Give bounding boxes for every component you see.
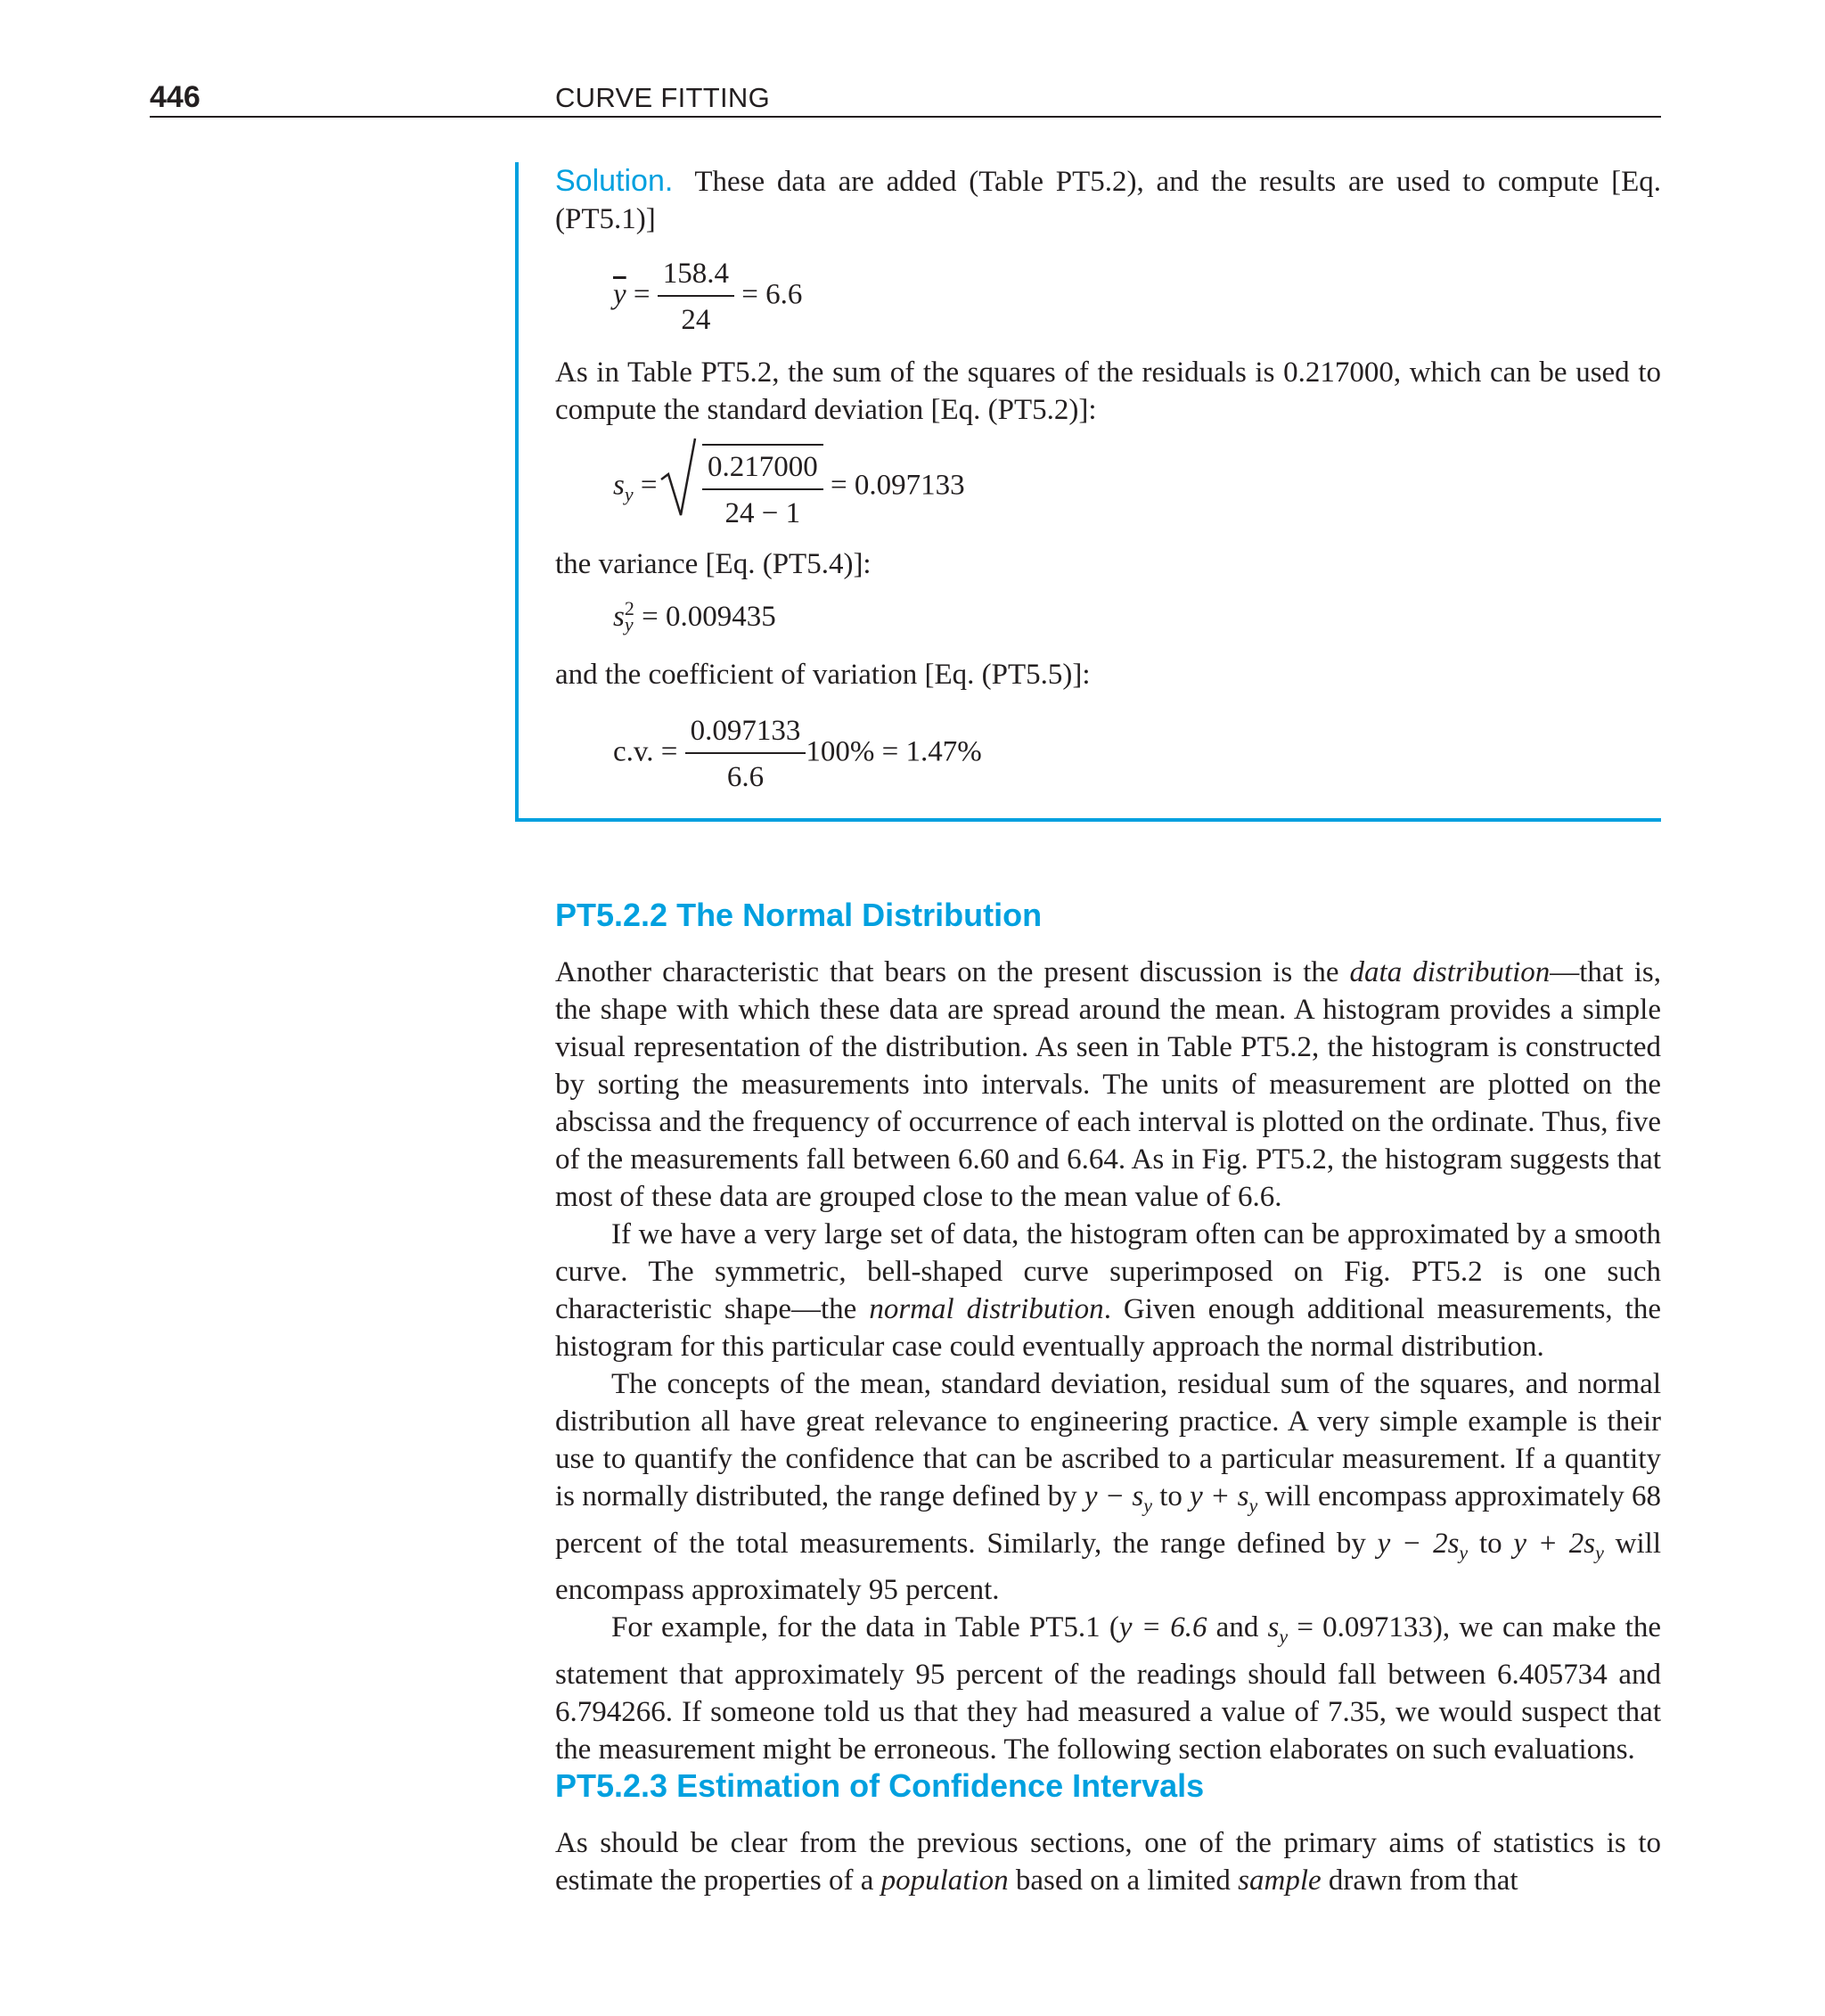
residual-text: As in Table PT5.2, the sum of the squares of the residuals is 0.217000, which can be used to compute the standard deviation [Eq. (PT5.2)]: xyxy=(555,356,1661,426)
eq-mean-lhs: $\overline{y}$ xyxy=(613,278,626,311)
s222-p4-a: For example, for the data in Table PT5.1 ( xyxy=(611,1611,1119,1644)
section-title-normal-distribution: PT5.2.2 The Normal Distribution xyxy=(555,897,1043,933)
eq-mean-rhs: = 6.6 xyxy=(741,278,803,311)
eq-sd-rhs: = 0.097133 xyxy=(830,469,965,502)
s222-p3-b: will encompass approximately 68 percent of the total measurements. Similarly, the range defined by xyxy=(555,1480,1661,1560)
solution-label: Solution. xyxy=(555,164,674,198)
example-bottom-border xyxy=(515,818,1661,822)
eq-var-sub: y xyxy=(624,613,634,636)
eq-cv-denominator: 6.6 xyxy=(726,761,765,793)
s222-p4-and: and xyxy=(1207,1611,1268,1644)
s222-p3-r4: y + 2s xyxy=(1513,1527,1596,1560)
s222-p1-a: Another characteristic that bears on the present discussion is the xyxy=(555,956,1350,988)
eq-var-sup: 2 xyxy=(624,597,634,620)
eq-var-lhs: s xyxy=(613,601,625,633)
eq-sd-fraction xyxy=(702,444,823,531)
s222-p2-a: If we have a very large set of data, the histogram often can be approximated by a smooth curve. The symmetric, bell-shaped curve superimposed on Fig. PT5.2 is one such characteristic shape—the xyxy=(555,1218,1661,1325)
s222-p3-range2: $y + s_y$ xyxy=(1190,1480,1258,1517)
eq-sd-numerator: 0.217000 xyxy=(702,449,823,490)
s222-p3-range1: $y - s_y$ xyxy=(1084,1480,1152,1517)
s222-p3-r3: y − 2s xyxy=(1377,1527,1460,1560)
eq-sd-denominator: 24 − 1 xyxy=(724,497,801,529)
equation-coefficient-of-variation xyxy=(613,713,982,795)
page-number: 446 xyxy=(150,80,201,114)
s223-p1-b: based on a limited xyxy=(1008,1864,1239,1897)
solution-intro xyxy=(555,162,1661,238)
section-223-body xyxy=(555,1824,1661,1899)
s222-p4-m2b: = 0.097133 xyxy=(1288,1611,1433,1644)
s222-p4-b: ), we can make the statement that approximately 95 percent of the readings should fall between 6.405734 and 6.794266. If someone told us that they had measured a value of 7.35, we would suspect that the measurement might be erroneous. The following section elaborates on such evaluations. xyxy=(555,1611,1662,1766)
s222-p4: For example, for the data in Table PT5.1 (y = 6.6 and $s_y = 0.097133$), we can make the statement that approximately 95 percent of the readings should fall between 6.405734 and 6.794266. If someone told us that they had measured a value of 7.35, we would suspect that the measurement might be erroneous. The following section elaborates on such evaluations. xyxy=(555,1611,1662,1766)
eq-sd-sub: y xyxy=(624,483,634,506)
eq-cv-fraction xyxy=(685,713,806,795)
eq-cv-numerator: 0.097133 xyxy=(685,713,806,754)
example-left-border xyxy=(515,162,519,822)
eq-cv-rhs: 100% = 1.47% xyxy=(806,735,982,768)
eq-var-rhs: = 0.009435 xyxy=(642,601,776,633)
s222-p4-m1: y = 6.6 xyxy=(1118,1611,1207,1644)
section-222-body xyxy=(555,954,1661,1768)
s222-p3-to: to xyxy=(1151,1480,1191,1512)
s222-p3-range4: $y + 2s_y$ xyxy=(1513,1527,1604,1564)
section-title-confidence-intervals: PT5.2.3 Estimation of Confidence Intervals xyxy=(555,1767,1205,1804)
running-head: CURVE FITTING xyxy=(555,82,771,113)
s222-p1-b: —that is, the shape with which these data are spread around the mean. A histogram provides a simple visual representation of the distribution. As seen in Table PT5.2, the histogram is constructed by sorting the measurements into intervals. The units of measurement are plotted on the abscissa and the frequency of occurrence of each interval is plotted on the ordinate. Thus, five of the measurements fall between 6.60 and 6.64. As in Fig. PT5.2, the histogram suggests that most of these data are grouped close to the mean value of 6.6. xyxy=(555,956,1661,1213)
solution-intro-text: These data are added (Table PT5.2), and the results are used to compute [Eq. (PT5.1)] xyxy=(555,166,1661,235)
cv-text: and the coefficient of variation [Eq. (PT5.5)]: xyxy=(555,659,1091,691)
s222-p1-em: data distribution xyxy=(1349,956,1551,988)
s222-p4-m2: s xyxy=(1267,1611,1280,1644)
s223-p1-a: As should be clear from the previous sections, one of the primary aims of statistics is to estimate the properties of a xyxy=(555,1827,1661,1897)
s223-p1-em2: sample xyxy=(1238,1864,1322,1897)
s222-p3-r1: y − s xyxy=(1084,1480,1144,1512)
header-rule xyxy=(150,116,1661,118)
eq-mean-denominator: 24 xyxy=(681,304,711,336)
s222-p3-a: The concepts of the mean, standard deviation, residual sum of the squares, and normal distribution all have great relevance to engineering practice. A very simple example is their use to quantify the confidence that can be ascribed to a particular measurement. If a quantity is normally distributed, the range defined by xyxy=(555,1368,1661,1512)
s222-p1 xyxy=(555,956,1661,1213)
s222-p3-to-2: to xyxy=(1468,1527,1514,1560)
s223-p1-em1: population xyxy=(880,1864,1009,1897)
eq-mean-fraction xyxy=(658,256,734,338)
eq-sd-lhs: s xyxy=(613,469,625,502)
equation-standard-deviation: $s_y$ = $\frac{0.217000}{24 - 1}$ = 0.097133 xyxy=(613,444,965,531)
s222-p3-r2: y + s xyxy=(1190,1480,1249,1512)
equation-variance xyxy=(613,599,776,635)
s222-p2-b: . Given enough additional measurements, the histogram for this particular case could eventually approach the normal distribution. xyxy=(555,1293,1661,1363)
s222-p3-range3: $y - 2s_y$ xyxy=(1377,1527,1469,1564)
sqrt-symbol xyxy=(665,444,823,531)
eq-cv-lhs: c.v. = xyxy=(613,735,678,768)
equation-mean: $\overline{y}$ = $\frac{158.4}{24}$ = 6.6 xyxy=(613,258,803,336)
s222-p2 xyxy=(555,1216,1661,1365)
s222-p3-c: will encompass approximately 95 percent. xyxy=(555,1527,1662,1607)
s222-p3 xyxy=(555,1365,1661,1609)
eq-mean-numerator: 158.4 xyxy=(658,256,734,297)
s222-p2-em: normal distribution xyxy=(869,1293,1104,1325)
variance-text: the variance [Eq. (PT5.4)]: xyxy=(555,548,872,580)
s223-p1-c: drawn from that xyxy=(1321,1864,1518,1897)
